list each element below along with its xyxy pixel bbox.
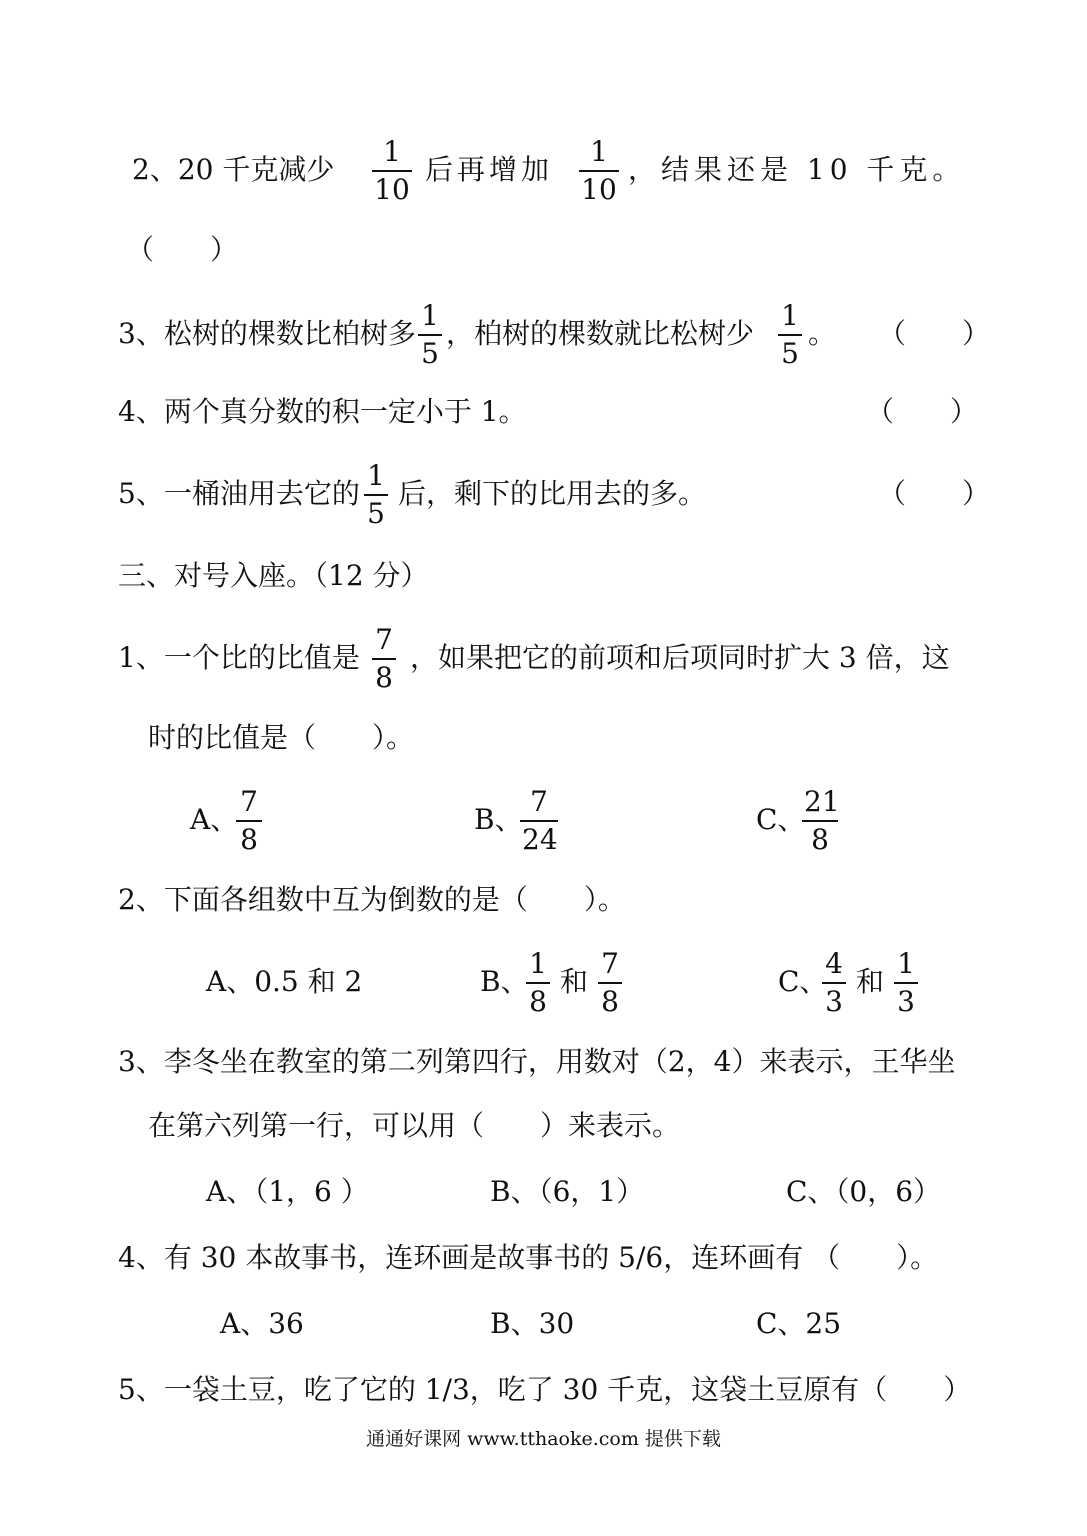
s3-q1-option-b-fraction[interactable] — [520, 785, 558, 856]
s3-q4-text: 4、有 30 本故事书，连环画是故事书的 5/6，连环画有 （ ）。 — [118, 1241, 939, 1274]
fraction-numerator: 1 — [367, 459, 385, 492]
fraction-numerator: 1 — [421, 299, 439, 332]
s3-q1-option-c-fraction[interactable] — [802, 785, 840, 856]
tf-q5-fraction — [364, 459, 388, 530]
fraction-numerator: 1 — [781, 299, 799, 332]
tf-q3-fraction-1 — [418, 299, 442, 370]
fraction-denominator: 5 — [364, 494, 388, 528]
tf-q5-text-a: 5、一桶油用去它的 — [118, 477, 360, 510]
s3-q3-option-a[interactable]: A、（1，6 ） — [206, 1175, 369, 1208]
s3-q2-option-b-fraction-2[interactable] — [598, 947, 622, 1018]
fraction-numerator: 7 — [601, 947, 619, 980]
s3-q2-option-b-and: 和 — [560, 965, 589, 998]
s3-q1-text-c: 时的比值是（ ）。 — [148, 721, 415, 754]
s3-q4-option-a[interactable]: A、36 — [220, 1307, 304, 1340]
s3-q1-text-a: 1、一个比的比值是 — [118, 641, 360, 674]
fraction-denominator: 8 — [802, 820, 838, 854]
tf-q5-text-b: 后，剩下的比用去的多。 — [398, 477, 707, 510]
fraction-numerator: 1 — [897, 947, 915, 980]
fraction-denominator: 8 — [598, 982, 622, 1016]
tf-q3-fraction-2 — [778, 299, 802, 370]
tf-q4-answer-blank[interactable]: （ ） — [866, 395, 979, 428]
s3-q4-option-c[interactable]: C、25 — [756, 1307, 842, 1340]
fraction-denominator: 5 — [418, 334, 442, 368]
s3-q1-option-c-label[interactable]: C、 — [756, 803, 806, 836]
tf-q3-text-b: ，柏树的棵数就比松树少 — [446, 317, 755, 350]
tf-q3-text-c: 。 — [808, 317, 837, 350]
tf-q5-answer-blank[interactable]: （ ） — [878, 477, 991, 510]
s3-q3-option-b[interactable]: B、（6，1） — [490, 1175, 645, 1208]
s3-q1-fraction — [372, 623, 396, 694]
fraction-denominator: 8 — [372, 658, 396, 692]
s3-q2-option-c-label[interactable]: C、 — [778, 965, 828, 998]
s3-q2-option-c-and: 和 — [856, 965, 885, 998]
s3-q2-option-c-fraction-1[interactable] — [822, 947, 846, 1018]
fraction-numerator: 1 — [529, 947, 547, 980]
tf-q2-text-a: 2、20 千克减少 — [132, 153, 335, 186]
tf-q4-text: 4、两个真分数的积一定小于 1。 — [118, 395, 527, 428]
s3-q2-option-b-fraction-1[interactable] — [526, 947, 550, 1018]
fraction-numerator: 7 — [240, 785, 258, 818]
tf-q3-text-a: 3、松树的棵数比柏树多 — [118, 317, 416, 350]
tf-q2-answer-blank[interactable]: （ ） — [126, 233, 239, 266]
section-3-title: 三、对号入座。（12 分） — [118, 559, 429, 592]
fraction-denominator: 24 — [520, 820, 558, 854]
s3-q3-text-a: 3、李冬坐在教室的第二列第四行，用数对（2，4）来表示，王华坐 — [118, 1045, 956, 1078]
fraction-denominator: 8 — [236, 820, 262, 854]
fraction-numerator: 1 — [590, 135, 608, 168]
fraction-numerator: 1 — [383, 135, 401, 168]
s3-q2-text: 2、下面各组数中互为倒数的是（ ）。 — [118, 883, 626, 916]
s3-q4-option-b[interactable]: B、30 — [490, 1307, 575, 1340]
s3-q2-option-b-label[interactable]: B、 — [480, 965, 529, 998]
s3-q1-option-b-label[interactable]: B、 — [474, 803, 523, 836]
tf-q3-answer-blank[interactable]: （ ） — [878, 317, 991, 350]
fraction-numerator: 21 — [804, 785, 840, 818]
fraction-denominator: 3 — [894, 982, 918, 1016]
tf-q2-fraction-1 — [372, 135, 412, 206]
fraction-denominator: 10 — [372, 170, 412, 204]
tf-q2-text-b: 后再增加 — [425, 153, 554, 186]
fraction-denominator: 8 — [526, 982, 550, 1016]
s3-q2-option-c-fraction-2[interactable] — [894, 947, 918, 1018]
tf-q2-fraction-2 — [579, 135, 619, 206]
s3-q1-option-a-label[interactable]: A、 — [190, 803, 239, 836]
tf-q2-text-c: ，结果还是 10 千克。 — [628, 153, 966, 186]
s3-q3-text-b: 在第六列第一行，可以用（ ）来表示。 — [148, 1109, 681, 1142]
page-footer: 通通好课网 www.tthaoke.com 提供下载 — [366, 1428, 721, 1450]
fraction-denominator: 10 — [579, 170, 619, 204]
s3-q5-text: 5、一袋土豆，吃了它的 1/3，吃了 30 千克，这袋土豆原有（ ） — [118, 1373, 972, 1406]
fraction-denominator: 3 — [822, 982, 846, 1016]
s3-q1-option-a-fraction[interactable] — [236, 785, 262, 856]
fraction-denominator: 5 — [778, 334, 802, 368]
fraction-numerator: 7 — [530, 785, 548, 818]
s3-q3-option-c[interactable]: C、（0，6） — [786, 1175, 942, 1208]
s3-q1-text-b: ，如果把它的前项和后项同时扩大 3 倍，这 — [410, 641, 950, 674]
s3-q2-option-a[interactable]: A、0.5 和 2 — [206, 965, 363, 998]
fraction-numerator: 7 — [375, 623, 393, 656]
fraction-numerator: 4 — [825, 947, 843, 980]
